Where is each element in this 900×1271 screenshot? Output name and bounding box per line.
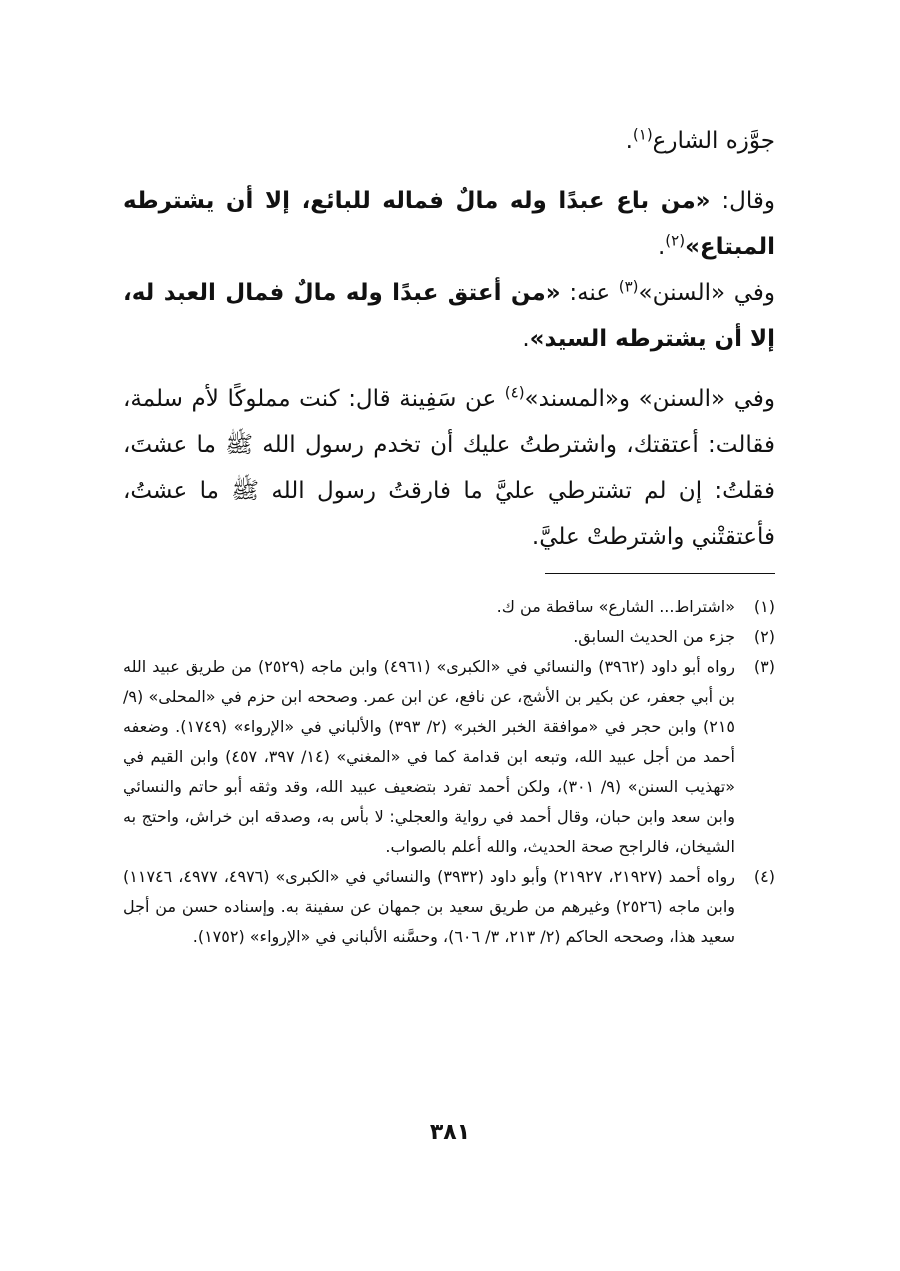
paragraph-3-lead: وفي «السنن» xyxy=(638,280,775,306)
footnote-text: رواه أحمد (٢١٩٢٧، ٢١٩٢٧) وأبو داود (٣٩٣٢) والنسائي في «الكبرى» (٤٩٧٦، ٤٩٧٧، ١١٧٤٦) وابن ماجه (٢٥٢٦) وغيرهم من طريق سعيد بن جمهان عن سفينة به. وإسناده حسن من أجل سعيد هذا، وصححه الحاكم (٢/ ٢١٣، ٣/ ٦٠٦)، وحسَّنه الألباني في «الإرواء» (١٧٥٢). xyxy=(123,867,736,946)
paragraph-4-lead: وفي «السنن» و«المسند» xyxy=(524,386,775,412)
footnote-number: (١) xyxy=(753,597,775,616)
footnote-text: جزء من الحديث السابق. xyxy=(573,627,735,646)
paragraph-4 xyxy=(123,376,775,560)
footnote-text: «اشتراط... الشارع» ساقطة من ك. xyxy=(496,597,735,616)
paragraph-1-end: . xyxy=(625,128,633,154)
paragraph-2 xyxy=(123,178,775,270)
footnote-ref-2: (٢) xyxy=(665,231,686,250)
paragraph-2-lead: وقال: xyxy=(710,188,775,214)
footnote-ref-4: (٤) xyxy=(504,383,525,402)
hadith-quote-1: «من باع عبدًا وله مالٌ فماله للبائع، إلا أن يشترطه المبتاع» xyxy=(123,188,775,260)
footnote-4 xyxy=(123,862,775,952)
paragraph-3 xyxy=(123,270,775,362)
footnote-ref-1: (١) xyxy=(632,125,653,144)
page-number: ٣٨١ xyxy=(429,1120,471,1145)
footnote-text: رواه أبو داود (٣٩٦٢) والنسائي في «الكبرى» (٤٩٦١) وابن ماجه (٢٥٢٩) من طريق عبيد الله بن أبي جعفر، عن بكير بن الأشج، عن نافع، عن ابن عمر. وصححه ابن حزم في «المحلى» (٩/ ٢١٥) وابن حجر في «موافقة الخبر الخبر» (٢/ ٣٩٣) والألباني في «الإرواء» (١٧٤٩). وضعفه أحمد من أجل عبيد الله، وتبعه ابن قدامة كما في «المغني» (١٤/ ٣٩٧، ٤٥٧) وابن القيم في «تهذيب السنن» (٩/ ٣٠١)، ولكن أحمد تفرد بتضعيف عبيد الله، وقد وثقه أبو حاتم والنسائي وابن سعد وابن حبان، وقال أحمد في رواية والعجلي: لا بأس به، وصدقه ابن خراش، واحتج به الشيخان، فالراجح صحة الحديث، والله أعلم بالصواب. xyxy=(123,657,736,856)
paragraph-2-end: . xyxy=(657,234,666,260)
footnote-1 xyxy=(123,592,775,622)
paragraph-3-mid: عنه: xyxy=(560,280,619,306)
footnote-2 xyxy=(123,622,775,652)
footnote-number: (٢) xyxy=(753,627,775,646)
footnotes xyxy=(123,592,775,952)
footnote-3 xyxy=(123,652,775,862)
footnote-number: (٣) xyxy=(753,657,775,676)
footnote-ref-3: (٣) xyxy=(618,277,639,296)
hadith-quote-2: «من أعتق عبدًا وله مالٌ فمال العبد له، إلا أن يشترطه السيد» xyxy=(123,280,775,352)
main-text xyxy=(123,118,775,560)
footnote-number: (٤) xyxy=(753,867,775,886)
paragraph-3-end: . xyxy=(522,326,530,352)
paragraph-4-text: عن سَفِينة قال: كنت مملوكًا لأم سلمة، فقالت: أعتقتك، واشترطتُ عليك أن تخدم رسول الله ﷺ ما عشتَ، فقلتُ: إن لم تشترطي عليَّ ما فارقتُ رسول الله ﷺ ما عشتُ، فأعتقتْني واشترطتْ عليَّ. xyxy=(123,386,775,550)
paragraph-1-text: جوَّزه الشارع xyxy=(652,128,775,154)
paragraph-1 xyxy=(123,118,775,164)
footnote-separator xyxy=(545,573,775,574)
